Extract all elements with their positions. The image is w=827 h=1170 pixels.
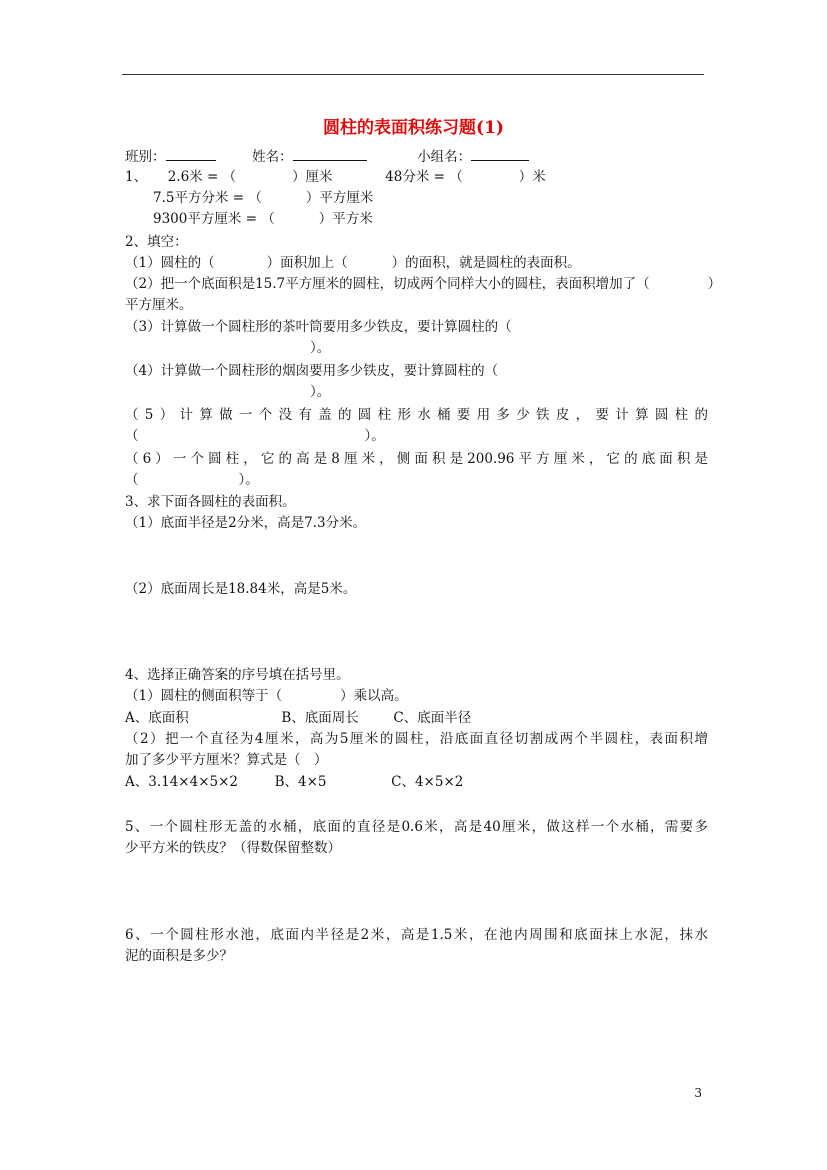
q2-i1-a: （1）圆柱的（ [125, 255, 215, 271]
q2-i1-b: ）面积加上（ [266, 255, 348, 271]
q4-i1-option-a[interactable]: A、底面积 [125, 710, 189, 726]
q2-item4-end: ）。 [310, 384, 331, 400]
q4-heading: 4、选择正确答案的序号填在括号里。 [125, 667, 350, 683]
q1-line3 [153, 210, 373, 228]
q2-item2 [125, 275, 721, 293]
q4-item2-line2: 加了多少平方厘米？算式是（ ） [125, 752, 328, 768]
q2-item2-cont: 平方厘米。 [125, 297, 193, 313]
q2-i6-close: ）。 [238, 472, 259, 488]
q2-item6-end [125, 471, 259, 489]
q4-item2-options [125, 773, 463, 791]
q6-line1: 6、一个圆柱形水池，底面内半径是2米，高是1.5米，在池内周围和底面抹上水泥，抹水 [125, 927, 708, 943]
q2-i2-b: ） [707, 276, 722, 292]
q3-heading: 3、求下面各圆柱的表面积。 [125, 494, 296, 510]
group-blank[interactable] [471, 146, 529, 161]
q2-item3-end: ）。 [310, 340, 331, 356]
q1-number: 1、 [125, 169, 148, 185]
class-blank[interactable] [166, 146, 216, 161]
group-label: 小组名： [417, 149, 472, 165]
name-label: 姓名： [252, 149, 293, 165]
name-blank[interactable] [293, 146, 367, 161]
page-number: 3 [694, 1086, 702, 1100]
q4-i1-option-b[interactable]: B、底面周长 [281, 710, 359, 726]
class-label: 班别： [125, 149, 166, 165]
q2-item5: （5）计算做一个没有盖的圆柱形水桶要用多少铁皮，要计算圆柱的 [125, 407, 708, 423]
q4-i2-option-b[interactable]: B、4×5 [274, 774, 327, 790]
q4-i1-a: （1）圆柱的侧面积等于（ [125, 688, 283, 704]
page-title: 圆柱的表面积练习题(1) [323, 118, 504, 138]
q1-b-unit: ）米 [518, 169, 546, 185]
q1-c-unit: ）平方厘米 [305, 190, 374, 206]
q5-line2: 少平方米的铁皮？（得数保留整数） [125, 840, 341, 856]
q1-a-text: 2.6米 = （ [167, 169, 237, 185]
q5-line1: 5、一个圆柱形无盖的水桶，底面的直径是0.6米，高是40厘米，做这样一个水桶，需要多 [125, 819, 708, 835]
q2-item1 [125, 254, 581, 272]
q2-item3: （3）计算做一个圆柱形的茶叶筒要用多少铁皮，要计算圆柱的（ [125, 319, 512, 335]
q4-i2-option-a[interactable]: A、3.14×4×5×2 [125, 774, 239, 790]
q4-item1-options [125, 709, 471, 727]
q2-i5-close: ）。 [364, 428, 385, 444]
q2-i2-a: （2）把一个底面积是15.7平方厘米的圆柱，切成两个同样大小的圆柱，表面积增加了（ [125, 276, 650, 292]
q1-c-text: 7.5平方分米 = （ [153, 190, 262, 206]
header-rule [122, 74, 704, 75]
q3-item2: （2）底面周长是18.84米，高是5米。 [125, 581, 357, 597]
q2-item6: （6）一个圆柱，它的高是8厘米，侧面积是200.96平方厘米，它的底面积是 [125, 451, 708, 467]
q1-b-text: 48分米 = （ [385, 169, 463, 185]
q6-line2: 泥的面积是多少？ [125, 948, 233, 964]
q4-i1-b: ）乘以高。 [340, 688, 408, 704]
q1-d-text: 9300平方厘米 = （ [153, 211, 275, 227]
q2-i1-c: ）的面积，就是圆柱的表面积。 [391, 255, 581, 271]
q2-item4: （4）计算做一个圆柱形的烟囱要用多少铁皮，要计算圆柱的（ [125, 363, 499, 379]
q2-item5-end [125, 427, 385, 445]
q2-i6-open: （ [125, 472, 139, 488]
q2-heading: 2、填空： [125, 234, 188, 250]
q4-item2-line1: （2）把一个直径为4厘米，高为5厘米的圆柱，沿底面直径切割成两个半圆柱，表面积增 [125, 731, 708, 747]
q4-i2-option-c[interactable]: C、4×5×2 [391, 774, 464, 790]
q4-i1-option-c[interactable]: C、底面半径 [393, 710, 472, 726]
q1-line2 [153, 189, 373, 207]
q1-line1 [125, 168, 546, 186]
header-fields [125, 146, 529, 166]
q2-i5-open: （ [125, 428, 139, 444]
q3-item1: （1）底面半径是2分米，高是7.3分米。 [125, 515, 367, 531]
q4-item1 [125, 687, 408, 705]
q1-d-unit: ）平方米 [318, 211, 373, 227]
q1-a-unit: ）厘米 [292, 169, 333, 185]
